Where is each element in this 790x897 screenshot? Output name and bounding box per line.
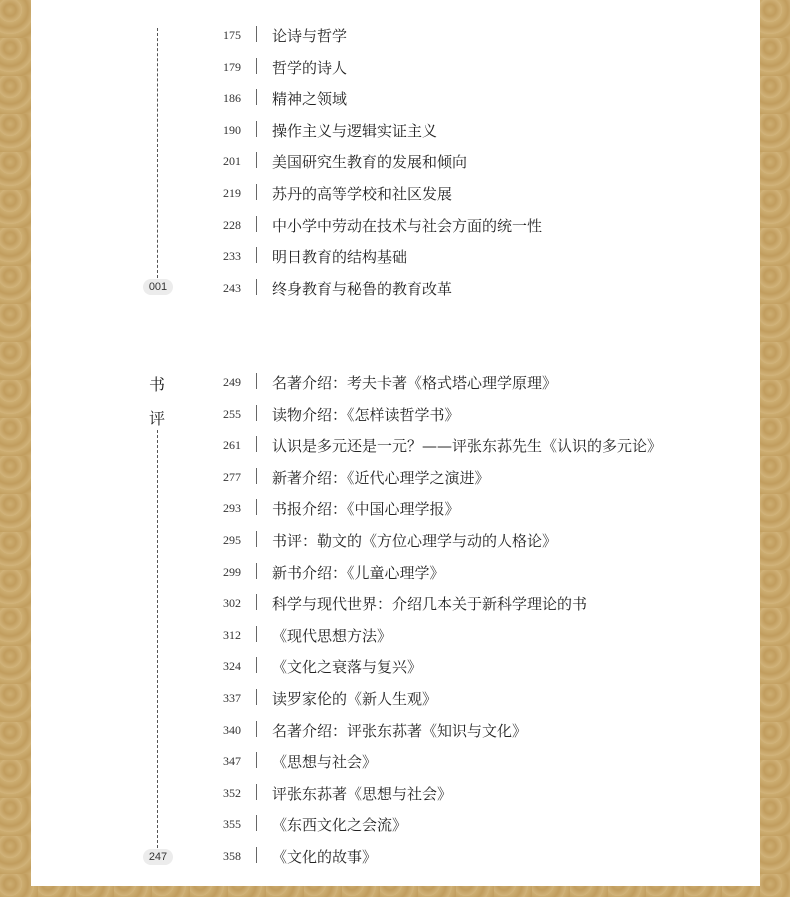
toc-title: 《文化的故事》 [272,848,378,866]
toc-title: 名著介绍：考夫卡著《格式塔心理学原理》 [272,374,558,392]
toc-entry[interactable] [31,687,760,709]
toc-title: 终身教育与秘鲁的教育改革 [272,279,453,298]
toc-entry[interactable] [31,182,760,204]
toc-entry[interactable] [31,434,760,456]
toc-title: 新书介绍：《儿童心理学》 [272,563,445,582]
toc-page-number: 249 [223,375,241,389]
toc-entry[interactable] [31,150,760,172]
toc-separator [256,784,257,800]
toc-entry[interactable] [31,119,760,141]
toc-title: 论诗与哲学 [272,27,348,45]
toc-entry[interactable] [31,466,760,488]
toc-separator [256,184,257,200]
toc-entry[interactable] [31,214,760,236]
toc-page-number: 186 [223,91,241,106]
toc-separator [256,689,257,705]
toc-title: 明日教育的结构基础 [272,248,408,267]
toc-entry[interactable] [31,371,760,393]
toc-entry[interactable] [31,845,760,867]
section2-label-char2: 评 [149,409,166,428]
toc-page [31,0,760,886]
toc-entry[interactable] [31,277,760,299]
toc-separator [256,373,257,389]
toc-page-number: 277 [223,469,241,484]
toc-separator [256,89,257,105]
toc-page-number: 358 [223,849,241,863]
toc-page-number: 293 [223,501,241,516]
toc-separator [256,58,257,74]
toc-title: 苏丹的高等学校和社区发展 [272,185,453,203]
toc-separator [256,26,257,42]
toc-title: 美国研究生教育的发展和倾向 [272,153,468,172]
toc-page-number: 337 [223,691,241,705]
toc-separator [256,121,257,137]
toc-page-number: 190 [223,122,241,137]
toc-page-number: 219 [223,186,241,200]
toc-separator [256,563,257,579]
toc-entry[interactable] [31,56,760,78]
toc-entry[interactable] [31,750,760,772]
toc-title: 读物介绍：《怎样读哲学书》 [272,405,460,424]
toc-separator [256,847,257,863]
toc-separator [256,531,257,547]
toc-page-number: 201 [223,154,241,169]
toc-title: 读罗家伦的《新人生观》 [272,690,438,708]
toc-separator [256,216,257,232]
toc-title: 评张东荪著《思想与社会》 [272,784,453,803]
section1-page-badge: 001 [143,279,173,295]
toc-page-number: 295 [223,533,241,547]
toc-entry[interactable] [31,497,760,519]
toc-title: 名著介绍：评张东荪著《知识与文化》 [272,721,528,740]
toc-entry[interactable] [31,813,760,835]
toc-title: 书报介绍：《中国心理学报》 [272,500,460,519]
toc-title: 操作主义与逻辑实证主义 [272,121,438,140]
toc-page-number: 255 [223,406,241,421]
toc-separator [256,815,257,831]
toc-separator [256,468,257,484]
toc-entry[interactable] [31,245,760,267]
toc-entry[interactable] [31,655,760,677]
toc-separator [256,721,257,737]
toc-title: 新著介绍：《近代心理学之演进》 [272,468,490,487]
toc-title: 书评：勒文的《方位心理学与动的人格论》 [272,532,558,550]
toc-page-number: 179 [223,59,241,74]
toc-entry[interactable] [31,24,760,46]
toc-entry[interactable] [31,87,760,109]
toc-entry[interactable] [31,529,760,551]
toc-page-number: 352 [223,785,241,800]
toc-page-number: 324 [223,659,241,674]
toc-separator [256,279,257,295]
toc-entry[interactable] [31,624,760,646]
toc-separator [256,499,257,515]
toc-separator [256,152,257,168]
toc-entry[interactable] [31,782,760,804]
toc-page-number: 355 [223,817,241,832]
toc-title: 哲学的诗人 [272,58,348,77]
section2-label-char1: 书 [149,375,166,394]
toc-entry[interactable] [31,403,760,425]
toc-separator [256,405,257,421]
toc-title: 《东西文化之会流》 [272,816,408,835]
toc-title: 《文化之衰落与复兴》 [272,658,423,677]
toc-separator [256,657,257,673]
toc-separator [256,626,257,642]
toc-page-number: 175 [223,28,241,42]
toc-title: 科学与现代世界：介绍几本关于新科学理论的书 [272,595,588,614]
toc-page-number: 312 [223,627,241,642]
toc-separator [256,752,257,768]
toc-title: 精神之领域 [272,90,348,109]
toc-entry[interactable] [31,592,760,614]
toc-page-number: 228 [223,217,241,232]
toc-separator [256,247,257,263]
toc-page-number: 243 [223,280,241,295]
toc-page-number: 261 [223,438,241,453]
toc-page-number: 340 [223,722,241,737]
toc-separator [256,594,257,610]
toc-title: 中小学中劳动在技术与社会方面的统一性 [272,216,543,235]
toc-entry[interactable] [31,719,760,741]
toc-title: 《现代思想方法》 [272,626,393,645]
toc-title: 《思想与社会》 [272,753,378,772]
toc-separator [256,436,257,452]
toc-title: 认识是多元还是一元？——评张东荪先生《认识的多元论》 [272,437,663,456]
toc-page-number: 302 [223,596,241,611]
toc-page-number: 299 [223,564,241,579]
toc-page-number: 347 [223,754,241,769]
section2-page-badge: 247 [143,849,173,865]
toc-page-number: 233 [223,249,241,264]
toc-entry[interactable] [31,561,760,583]
